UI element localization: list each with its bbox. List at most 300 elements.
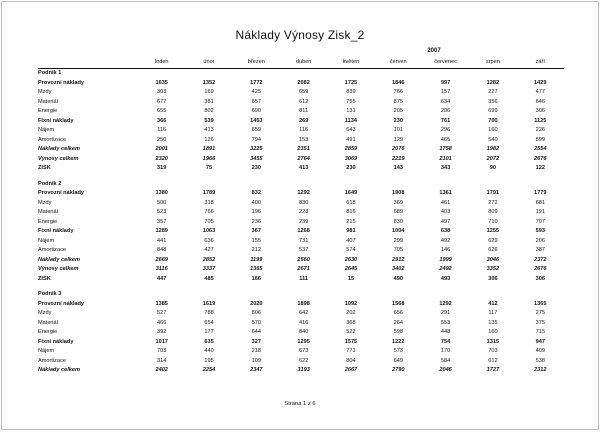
value-cell: 643 — [346, 127, 356, 133]
value-cell: 413 — [204, 127, 214, 133]
value-cell: 848 — [157, 247, 167, 253]
month-header: červenec — [434, 58, 457, 65]
value-cell: 2320 — [155, 155, 168, 162]
value-cell: 809 — [488, 209, 498, 215]
value-cell: 272 — [488, 199, 498, 206]
value-cell: 2046 — [439, 367, 452, 373]
value-cell: 638 — [440, 228, 451, 234]
value-cell: 400 — [251, 199, 261, 206]
value-cell: 2669 — [155, 256, 168, 263]
row-label: Provozní náklady — [38, 79, 85, 86]
value-cell: 275 — [535, 310, 545, 316]
value-cell: 306 — [488, 275, 498, 282]
value-cell: 2101 — [439, 155, 452, 162]
value-cell: 700 — [488, 117, 498, 124]
value-cell: 673 — [298, 348, 309, 354]
table-row — [38, 164, 564, 174]
report-title: Náklady Výnosy Zisk_2 — [235, 28, 365, 42]
value-cell: 1134 — [344, 117, 358, 124]
table-row — [38, 107, 564, 117]
row-label: Energie — [38, 329, 58, 335]
value-cell: 788 — [204, 310, 214, 316]
value-cell: 705 — [393, 247, 403, 253]
value-cell: 369 — [393, 199, 403, 206]
value-cell: 447 — [157, 275, 167, 282]
value-cell: 2859 — [344, 146, 358, 152]
value-cell: 131 — [346, 108, 356, 114]
section-header-row — [38, 180, 564, 190]
value-cell: 626 — [488, 247, 498, 253]
value-cell: 540 — [488, 136, 498, 143]
value-cell: 196 — [251, 209, 261, 215]
value-cell: 412 — [488, 300, 498, 307]
row-label: Fixní náklady — [38, 338, 74, 345]
value-cell: 2347 — [250, 367, 263, 373]
value-cell: 205 — [393, 108, 403, 114]
section-name: Podnik 3 — [38, 291, 62, 297]
value-cell: 425 — [251, 89, 261, 95]
month-header: leden — [154, 58, 169, 65]
value-cell: 497 — [440, 218, 451, 225]
table-row — [38, 319, 564, 329]
value-cell: 2630 — [344, 256, 358, 263]
value-cell: 90 — [489, 165, 496, 171]
value-cell: 202 — [346, 310, 356, 316]
value-cell: 166 — [251, 275, 261, 282]
table-row — [38, 237, 564, 247]
value-cell: 129 — [393, 136, 403, 143]
value-cell: 705 — [204, 218, 214, 225]
row-label: Materiál — [38, 209, 58, 215]
value-cell: 160 — [488, 329, 498, 335]
report-table — [38, 57, 564, 376]
value-cell: 816 — [346, 209, 356, 215]
value-cell: 477 — [535, 89, 545, 95]
value-cell: 622 — [298, 357, 309, 364]
value-cell: 160 — [488, 127, 498, 133]
value-cell: 230 — [393, 117, 403, 124]
table-row — [38, 300, 564, 310]
value-cell: 357 — [157, 218, 167, 225]
value-cell: 153 — [298, 136, 309, 143]
value-cell: 811 — [299, 108, 309, 114]
value-cell: 1004 — [392, 228, 405, 234]
value-cell: 319 — [157, 165, 167, 171]
value-cell: 573 — [393, 348, 403, 354]
value-cell: 2764 — [297, 155, 310, 162]
value-cell: 1255 — [486, 228, 500, 234]
table-row — [38, 88, 564, 98]
value-cell: 830 — [298, 199, 309, 206]
value-cell: 15 — [347, 275, 355, 282]
value-cell: 1898 — [297, 300, 310, 307]
value-cell: 2676 — [534, 155, 547, 162]
value-cell: 794 — [251, 136, 261, 143]
value-cell: 654 — [204, 319, 214, 326]
table-row — [38, 338, 564, 348]
value-cell: 146 — [440, 247, 451, 253]
value-cell: 143 — [393, 165, 403, 171]
value-cell: 2912 — [392, 256, 405, 263]
value-cell: 899 — [535, 136, 545, 143]
value-cell: 485 — [204, 275, 214, 282]
table-body — [38, 69, 564, 376]
row-label: Nájem — [38, 127, 55, 133]
table-row — [38, 98, 564, 108]
value-cell: 306 — [535, 275, 545, 282]
value-cell: 3225 — [250, 146, 263, 152]
value-cell: 766 — [393, 89, 403, 95]
value-cell: 656 — [393, 310, 403, 316]
value-cell: 1365 — [534, 300, 547, 307]
table-row — [38, 79, 564, 89]
value-cell: 230 — [251, 165, 261, 171]
value-cell: 1380 — [155, 190, 168, 196]
value-cell: 804 — [346, 357, 356, 364]
value-cell: 318 — [204, 199, 214, 206]
value-cell: 195 — [204, 357, 214, 364]
row-label: Mzdy — [38, 310, 52, 316]
value-cell: 527 — [157, 310, 167, 316]
table-row — [38, 136, 564, 146]
table-row — [38, 357, 564, 367]
value-cell: 291 — [440, 310, 451, 316]
value-cell: 657 — [251, 98, 261, 105]
value-cell: 629 — [488, 237, 498, 244]
value-cell: 612 — [488, 357, 498, 364]
value-cell: 997 — [440, 79, 451, 86]
value-cell: 2402 — [155, 367, 168, 373]
row-label: Náklady celkem — [38, 256, 80, 263]
value-cell: 1092 — [344, 300, 358, 307]
value-cell: 3402 — [392, 266, 405, 272]
row-label: Energie — [38, 108, 58, 114]
row-label: Materiál — [38, 319, 58, 326]
value-cell: 1619 — [202, 300, 216, 307]
value-cell: 1453 — [250, 117, 263, 124]
value-cell: 574 — [346, 247, 356, 253]
value-cell: 236 — [251, 218, 261, 225]
value-cell: 101 — [393, 127, 403, 133]
value-cell: 117 — [488, 310, 498, 316]
value-cell: 802 — [204, 108, 214, 114]
value-cell: 226 — [535, 127, 545, 133]
value-cell: 1352 — [202, 79, 216, 86]
row-label: Amortizace — [38, 357, 66, 364]
value-cell: 299 — [393, 237, 403, 244]
table-row — [38, 155, 564, 165]
value-cell: 212 — [251, 247, 261, 253]
value-cell: 427 — [204, 247, 214, 253]
value-cell: 381 — [204, 98, 214, 105]
value-cell: 1999 — [439, 256, 452, 263]
value-cell: 1891 — [202, 146, 216, 152]
value-cell: 493 — [440, 275, 451, 282]
value-cell: 490 — [393, 275, 403, 282]
value-cell: 715 — [535, 329, 545, 335]
value-cell: 1292 — [297, 190, 310, 196]
value-cell: 303 — [157, 89, 167, 95]
value-cell: 584 — [440, 357, 451, 364]
row-label: Provozní náklady — [38, 300, 85, 307]
value-cell: 250 — [157, 136, 167, 143]
value-cell: 761 — [440, 117, 451, 124]
value-cell: 2560 — [297, 256, 310, 263]
value-cell: 1063 — [202, 228, 216, 234]
value-cell: 218 — [251, 348, 261, 354]
value-cell: 2082 — [297, 79, 310, 86]
value-cell: 2312 — [534, 367, 547, 373]
value-cell: 2372 — [534, 256, 547, 263]
value-cell: 116 — [299, 127, 309, 133]
table-row — [38, 256, 564, 266]
value-cell: 1575 — [344, 338, 358, 345]
row-label: Provozní náklady — [38, 190, 85, 196]
value-cell: 2671 — [297, 266, 310, 272]
value-cell: 1282 — [486, 79, 500, 86]
value-cell: 830 — [393, 218, 403, 225]
value-cell: 839 — [346, 89, 356, 95]
value-cell: 522 — [346, 329, 356, 335]
table-row — [38, 117, 564, 127]
month-header: únor — [203, 58, 215, 65]
value-cell: 416 — [298, 319, 309, 326]
value-cell: 75 — [205, 165, 213, 171]
value-cell: 2001 — [155, 146, 168, 152]
value-cell: 1289 — [155, 228, 168, 234]
value-cell: 634 — [440, 98, 451, 105]
row-label: Fixní náklady — [38, 228, 74, 234]
value-cell: 1791 — [486, 190, 500, 196]
value-cell: 538 — [535, 357, 545, 364]
row-label: Výnosy celkem — [38, 155, 79, 162]
month-header: červen — [389, 58, 407, 65]
value-cell: 264 — [393, 319, 403, 326]
month-header: duben — [295, 58, 312, 65]
value-cell: 539 — [204, 117, 214, 124]
value-cell: 169 — [204, 89, 214, 95]
value-cell: 135 — [488, 319, 498, 326]
value-cell: 177 — [204, 329, 214, 335]
value-cell: 707 — [535, 218, 545, 225]
value-cell: 3046 — [486, 256, 500, 263]
table-row — [38, 309, 564, 319]
value-cell: 2254 — [202, 367, 216, 373]
value-cell: 403 — [440, 209, 451, 215]
value-cell: 1361 — [439, 190, 452, 196]
month-header: květen — [342, 58, 360, 65]
value-cell: 2076 — [392, 146, 405, 152]
value-cell: 1268 — [297, 228, 310, 234]
value-cell: 387 — [535, 247, 545, 253]
header-label-cell — [38, 57, 138, 69]
row-label: Materiál — [38, 98, 58, 105]
table-row — [38, 199, 564, 209]
value-cell: 766 — [204, 209, 214, 215]
value-cell: 407 — [346, 237, 356, 244]
value-cell: 1649 — [344, 190, 358, 196]
value-cell: 2852 — [202, 256, 216, 263]
value-cell: 109 — [251, 357, 261, 364]
value-cell: 409 — [535, 348, 545, 354]
row-label: Mzdy — [38, 89, 52, 95]
value-cell: 659 — [251, 127, 261, 133]
value-cell: 642 — [298, 310, 309, 316]
value-cell: 170 — [440, 348, 451, 354]
value-cell: 644 — [251, 329, 261, 335]
table-row — [38, 218, 564, 228]
value-cell: 3069 — [344, 155, 358, 162]
value-cell: 2020 — [250, 300, 263, 307]
row-label: Amortizace — [38, 136, 66, 143]
value-cell: 703 — [157, 348, 167, 354]
year-header: 2007 — [427, 48, 441, 54]
value-cell: 206 — [440, 108, 451, 114]
value-cell: 227 — [488, 89, 498, 95]
value-cell: 636 — [204, 237, 214, 244]
table-row — [38, 328, 564, 338]
value-cell: 368 — [346, 319, 356, 326]
table-row — [38, 227, 564, 237]
value-cell: 3193 — [297, 367, 310, 373]
table-header — [38, 57, 564, 69]
value-cell: 296 — [440, 127, 451, 133]
section-header-row — [38, 69, 564, 79]
value-cell: 710 — [488, 218, 498, 225]
value-cell: 806 — [251, 310, 261, 316]
value-cell: 1222 — [392, 338, 405, 345]
value-cell: 703 — [488, 348, 498, 354]
value-cell: 306 — [535, 108, 545, 114]
value-cell: 677 — [157, 98, 167, 105]
value-cell: 1292 — [439, 300, 452, 307]
value-cell: 500 — [157, 199, 167, 206]
row-label: Energie — [38, 218, 58, 225]
value-cell: 157 — [440, 89, 451, 95]
value-cell: 327 — [251, 338, 261, 345]
value-cell: 1966 — [202, 155, 216, 162]
value-cell: 1725 — [344, 79, 358, 86]
value-cell: 343 — [440, 165, 451, 171]
value-cell: 731 — [298, 237, 309, 244]
row-label: Náklady celkem — [38, 367, 80, 373]
value-cell: 3337 — [202, 266, 216, 272]
value-cell: 239 — [298, 218, 309, 225]
value-cell: 755 — [346, 98, 356, 105]
value-cell: 230 — [346, 165, 356, 171]
value-cell: 1772 — [250, 79, 263, 86]
value-cell: 875 — [393, 98, 403, 105]
value-cell: 1789 — [202, 190, 216, 196]
row-label: ZISK — [38, 165, 51, 171]
value-cell: 2492 — [439, 266, 452, 272]
report-page — [1, 1, 599, 430]
value-cell: 2676 — [534, 266, 547, 272]
value-cell: 466 — [157, 319, 167, 326]
row-label: Nájem — [38, 348, 55, 354]
page-number: Strana 1 z 6 — [284, 401, 316, 407]
value-cell: 570 — [251, 319, 261, 326]
value-cell: 1568 — [392, 300, 405, 307]
value-cell: 2645 — [344, 266, 358, 272]
value-cell: 3455 — [250, 155, 263, 162]
value-cell: 947 — [535, 338, 545, 345]
value-cell: 155 — [251, 237, 261, 244]
section-name: Podnik 1 — [38, 70, 62, 76]
row-label: Nájem — [38, 237, 55, 244]
section-header-row — [38, 290, 564, 300]
row-label: Fixní náklady — [38, 117, 74, 124]
value-cell: 754 — [440, 338, 451, 345]
value-cell: 1908 — [392, 190, 405, 196]
month-header: srpen — [485, 58, 500, 65]
value-cell: 689 — [393, 209, 403, 215]
row-label: Výnosy celkem — [38, 266, 79, 272]
value-cell: 116 — [157, 127, 167, 133]
value-cell: 356 — [488, 98, 498, 105]
table-row — [38, 126, 564, 136]
value-cell: 366 — [157, 117, 167, 124]
table-row — [38, 275, 564, 285]
value-cell: 3352 — [486, 266, 500, 272]
value-cell: 314 — [157, 357, 167, 364]
value-cell: 1727 — [486, 367, 500, 373]
value-cell: 618 — [346, 199, 356, 206]
value-cell: 191 — [535, 209, 545, 215]
value-cell: 2351 — [297, 146, 310, 152]
value-cell: 2072 — [486, 155, 500, 162]
value-cell: 1365 — [250, 266, 263, 272]
value-cell: 981 — [346, 228, 356, 234]
row-label: Mzdy — [38, 199, 52, 206]
value-cell: 635 — [204, 338, 214, 345]
value-cell: 1982 — [486, 146, 500, 152]
value-cell: 1385 — [155, 300, 168, 307]
value-cell: 649 — [393, 357, 403, 364]
value-cell: 367 — [251, 228, 261, 234]
value-cell: 655 — [157, 108, 167, 114]
value-cell: 1125 — [534, 117, 547, 124]
value-cell: 461 — [440, 199, 451, 206]
value-cell: 465 — [440, 136, 451, 143]
row-label: ZISK — [38, 275, 51, 282]
value-cell: 690 — [251, 108, 261, 114]
table-row — [38, 246, 564, 256]
value-cell: 1846 — [392, 79, 405, 86]
value-cell: 840 — [298, 329, 309, 335]
table-row — [38, 145, 564, 155]
value-cell: 491 — [346, 136, 356, 143]
table-row — [38, 366, 564, 376]
value-cell: 646 — [535, 98, 545, 105]
value-cell: 2667 — [344, 367, 358, 373]
value-cell: 3116 — [155, 266, 168, 272]
month-header-row — [38, 57, 564, 69]
value-cell: 699 — [488, 108, 498, 114]
value-cell: 681 — [535, 199, 545, 206]
value-cell: 223 — [298, 209, 309, 215]
value-cell: 523 — [157, 209, 167, 215]
value-cell: 2790 — [392, 367, 405, 373]
value-cell: 593 — [535, 228, 545, 234]
value-cell: 1635 — [155, 79, 168, 86]
table-row — [38, 347, 564, 357]
value-cell: 441 — [157, 237, 167, 244]
section-name: Podnik 2 — [38, 180, 62, 187]
value-cell: 375 — [535, 319, 545, 326]
table-row — [38, 208, 564, 218]
value-cell: 448 — [440, 329, 451, 335]
